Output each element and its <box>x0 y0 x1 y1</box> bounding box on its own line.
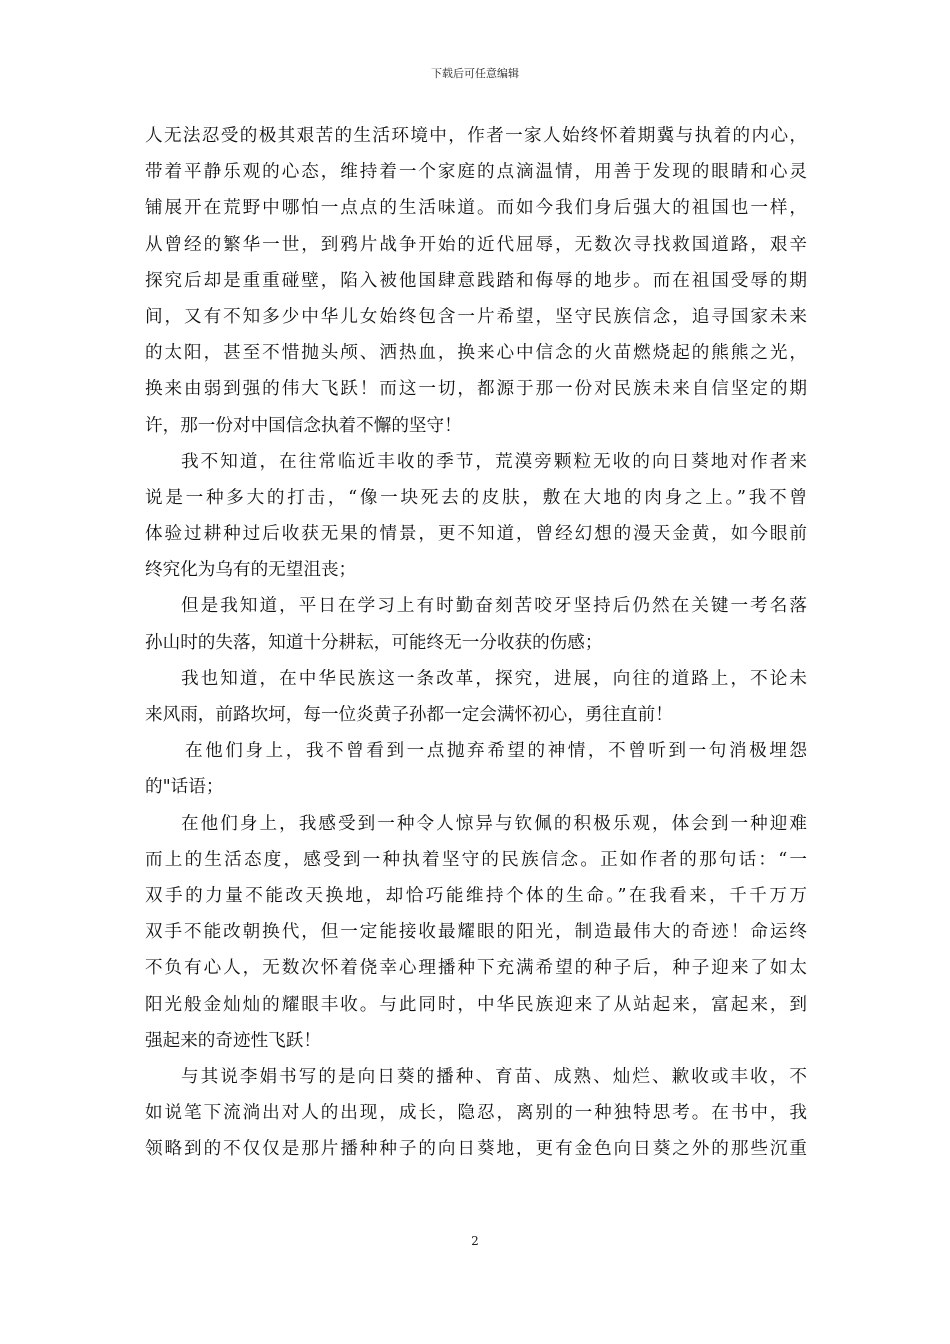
text-line: 强起来的奇迹性飞跃！ <box>145 1030 321 1051</box>
text-line: 带着平静乐观的心态，维持着一个家庭的点滴温情，用善于发现的眼睛和心灵 <box>145 162 807 183</box>
text-line: 不负有心人，无数次怀着侥幸心理播种下充满希望的种子后，种子迎来了如太 <box>145 958 807 979</box>
text-line: 的"话语； <box>145 777 224 798</box>
paragraph <box>145 1059 807 1168</box>
text-line: 来风雨，前路坎坷，每一位炎黄子孙都一定会满怀初心，勇往直前！ <box>145 705 673 725</box>
text-line: 体验过耕种过后收获无果的情景，更不知道，曾经幻想的漫天金黄，如今眼前 <box>145 524 807 545</box>
text-line: 我不知道，在往常临近丰收的季节，荒漠旁颗粒无收的向日葵地对作者来 <box>181 451 807 472</box>
text-line: 孙山时的失落，知道十分耕耘，可能终无一分收获的伤感； <box>145 632 603 653</box>
paragraph <box>145 444 807 589</box>
text-line: 探究后却是重重碰壁，陷入被他国肆意践踏和侮辱的地步。而在祖国受辱的期 <box>145 270 807 291</box>
paragraph <box>145 661 807 733</box>
text-line: 间，又有不知多少中华儿女始终包含一片希望，坚守民族信念，追寻国家未来 <box>145 306 807 327</box>
text-line: 许，那一份对中国信念执着不懈的坚守！ <box>145 415 462 436</box>
text-line: 双手的力量不能改天换地，却恰巧能维持个体的生命。”在我看来，千千万万 <box>145 885 807 906</box>
text-line: 在他们身上，我不曾看到一点抛弃希望的神情，不曾听到一句消极埋怨 <box>185 741 807 762</box>
text-line: 人无法忍受的极其艰苦的生活环境中，作者一家人始终怀着期冀与执着的内心， <box>145 126 807 146</box>
text-line: 从曾经的繁华一世，到鸦片战争开始的近代屈辱，无数次寻找救国道路，艰辛 <box>145 234 807 255</box>
text-line: 如说笔下流淌出对人的出现，成长，隐忍，离别的一种独特思考。在书中，我 <box>145 1103 807 1124</box>
text-line: 在他们身上，我感受到一种令人惊异与钦佩的积极乐观，体会到一种迎难 <box>181 813 807 834</box>
page-header: 下载后可任意编辑 <box>431 67 519 80</box>
text-line: 双手不能改朝换代，但一定能接收最耀眼的阳光，制造最伟大的奇迹！命运终 <box>145 922 807 943</box>
text-line: 终究化为乌有的无望沮丧； <box>145 560 357 581</box>
text-line: 阳光般金灿灿的耀眼丰收。与此同时，中华民族迎来了从站起来，富起来，到 <box>145 994 807 1015</box>
text-line: 的太阳，甚至不惜抛头颅、洒热血，换来心中信念的火苗燃烧起的熊熊之光， <box>145 343 807 364</box>
text-line: 说是一种多大的打击，“像一块死去的皮肤，敷在大地的肉身之上。”我不曾 <box>145 487 807 508</box>
paragraph <box>145 733 807 805</box>
text-line: 铺展开在荒野中哪怕一点点的生活味道。而如今我们身后强大的祖国也一样， <box>145 198 807 219</box>
text-line: 我也知道，在中华民族这一条改革，探究，进展，向往的道路上，不论未 <box>181 668 807 689</box>
paragraph <box>145 588 807 660</box>
paragraph <box>145 118 807 444</box>
text-line: 领略到的不仅仅是那片播种种子的向日葵地，更有金色向日葵之外的那些沉重 <box>145 1139 807 1160</box>
text-line: 与其说李娟书写的是向日葵的播种、育苗、成熟、灿烂、歉收或丰收，不 <box>181 1066 807 1087</box>
text-line: 换来由弱到强的伟大飞跃！而这一切，都源于那一份对民族未来自信坚定的期 <box>145 379 807 400</box>
document-body <box>145 118 807 1167</box>
paragraph <box>145 806 807 1059</box>
page-number: 2 <box>471 1234 479 1248</box>
text-line: 但是我知道，平日在学习上有时勤奋刻苦咬牙坚持后仍然在关键一考名落 <box>181 596 807 617</box>
text-line: 而上的生活态度，感受到一种执着坚守的民族信念。正如作者的那句话：“一 <box>145 849 807 870</box>
